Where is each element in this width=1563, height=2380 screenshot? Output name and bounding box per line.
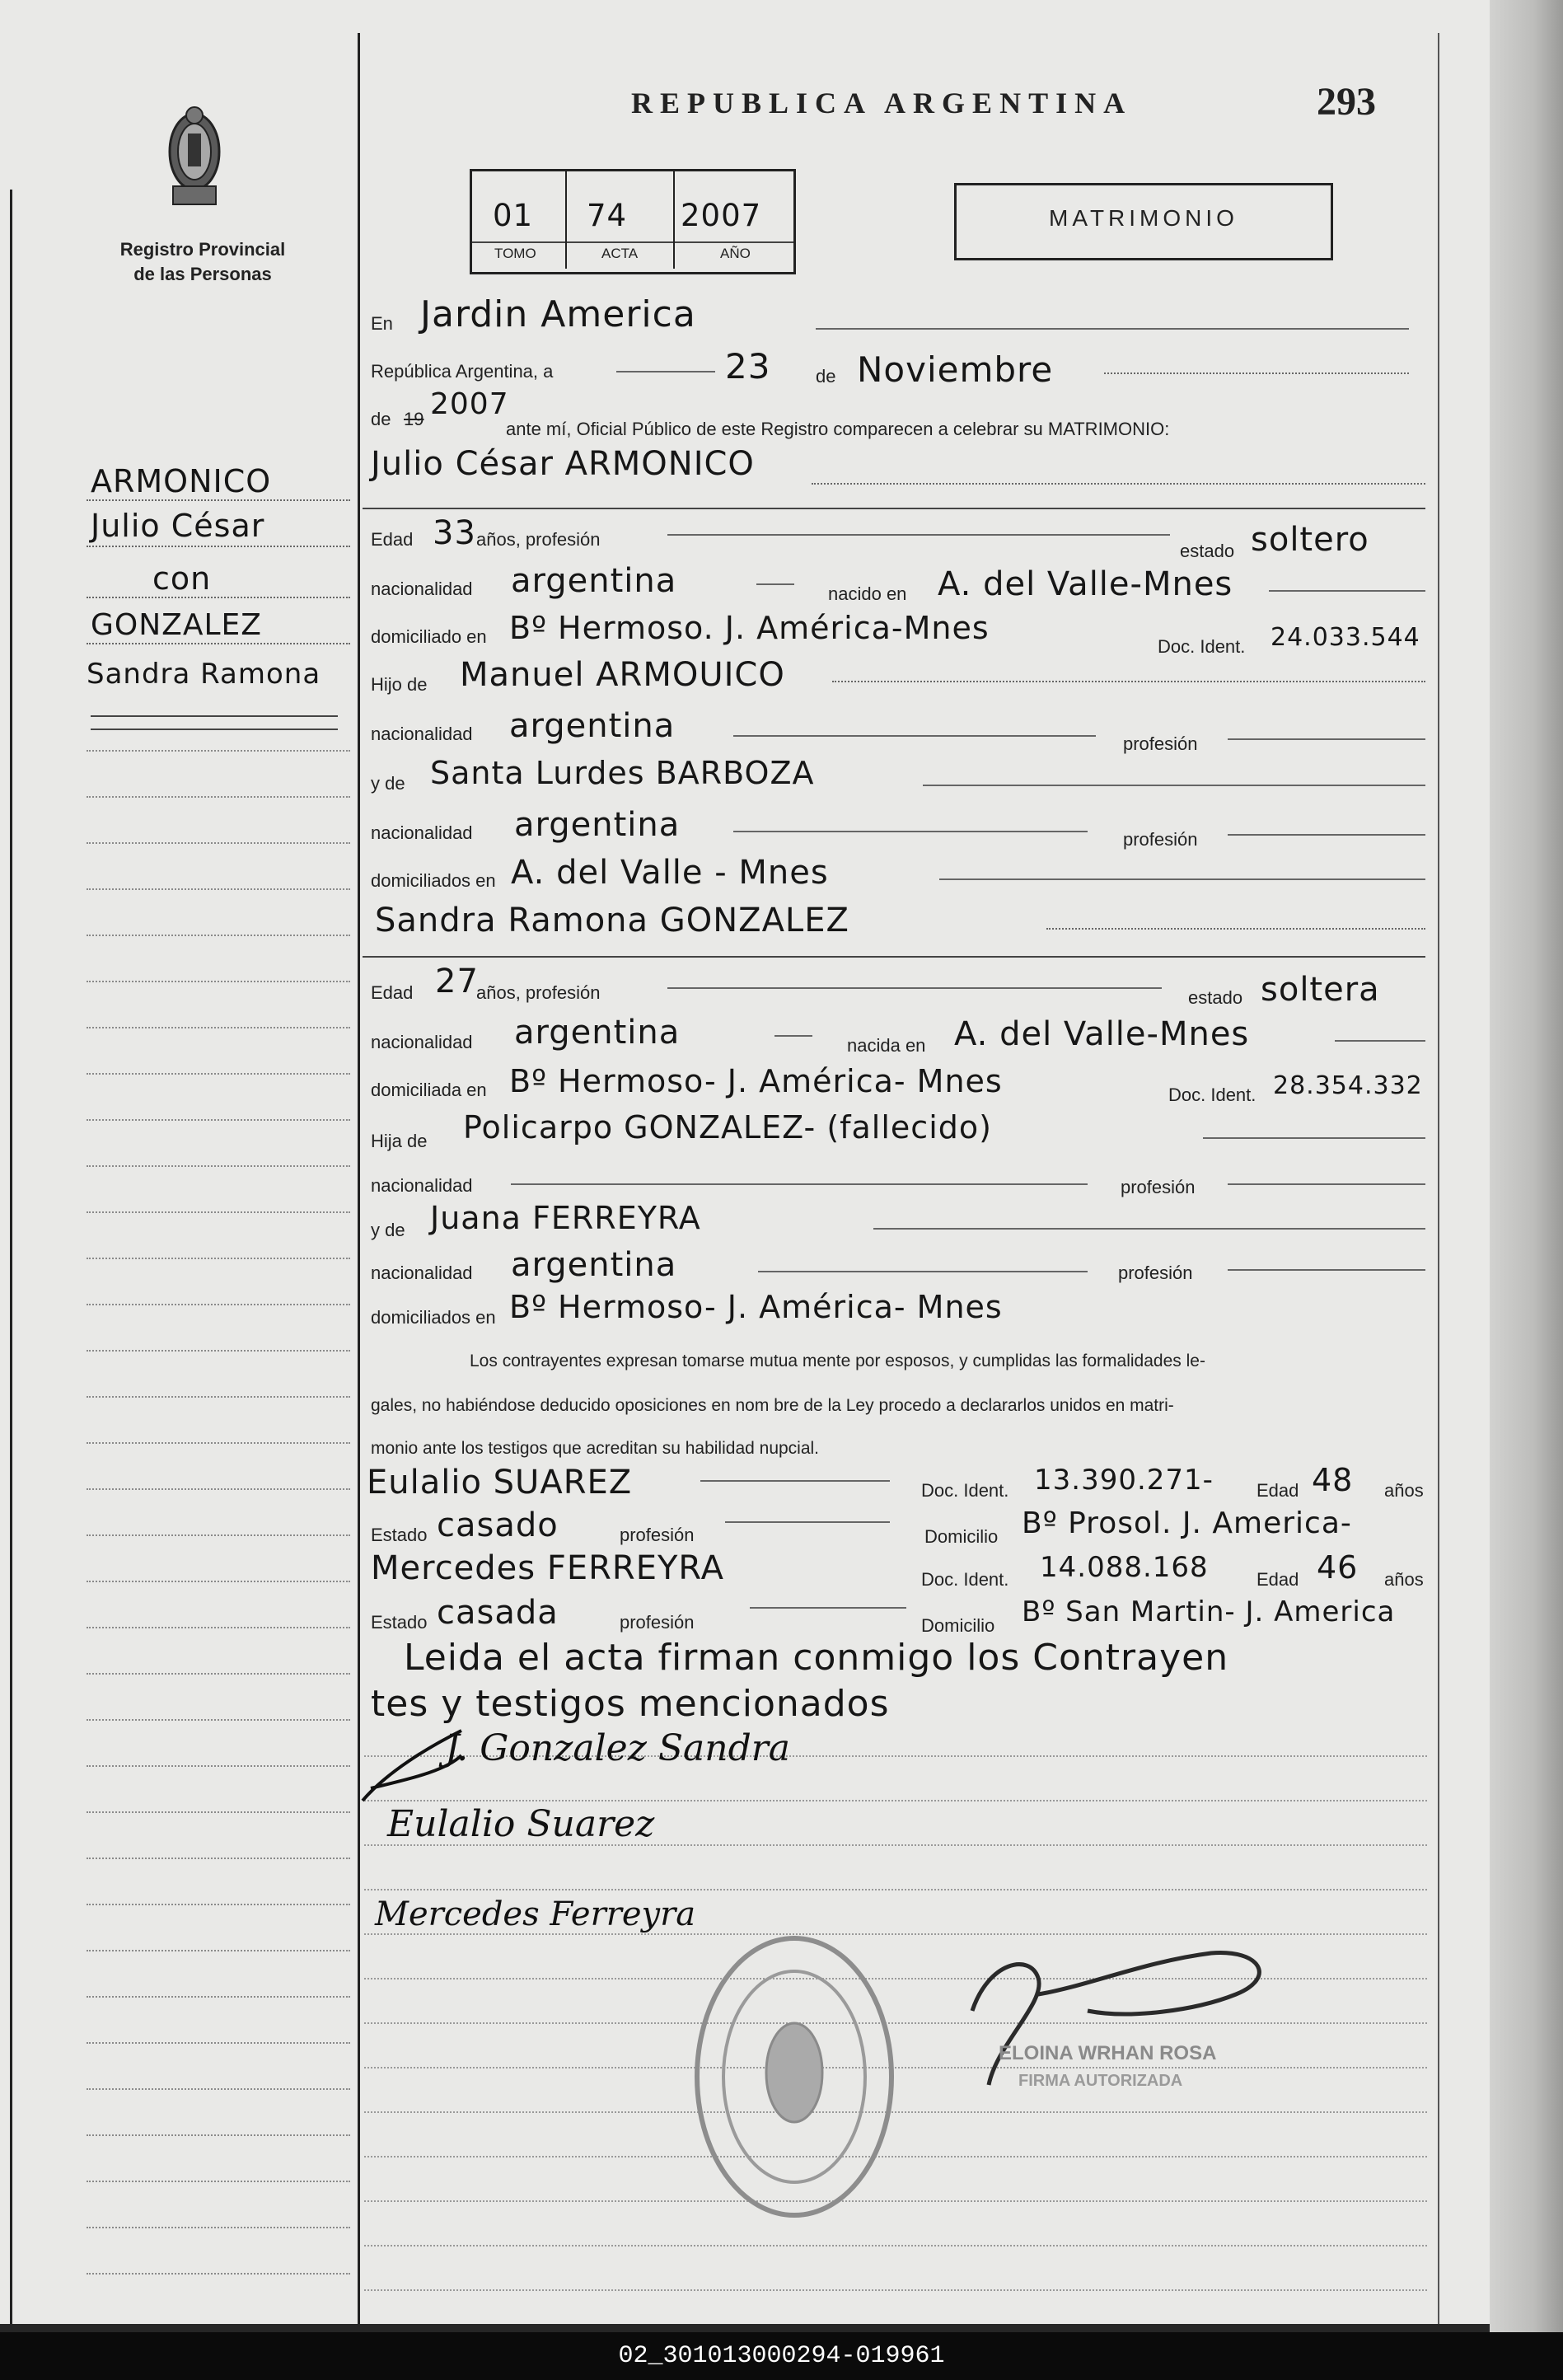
groom-mother-nat-label: nacionalidad <box>371 822 473 843</box>
margin-note-line5: Sandra Ramona <box>87 658 321 691</box>
bride-father-nat-label: nacionalidad <box>371 1175 473 1196</box>
witness1-name: Eulalio SUAREZ <box>367 1464 633 1502</box>
margin-ruled-line <box>87 1165 350 1167</box>
margin-ruled-line <box>87 750 350 752</box>
official-title: FIRMA AUTORIZADA <box>1018 2072 1183 2090</box>
margin-ruled-line <box>87 1073 350 1075</box>
left-border-rule <box>10 190 12 2324</box>
bride-age: 27 <box>435 963 479 1000</box>
groom-domiciliado-label: domiciliado en <box>371 626 487 647</box>
bride-edad-label: Edad <box>371 982 414 1003</box>
margin-ruled-line <box>87 2181 350 2182</box>
margin-ruled-line <box>87 1119 350 1121</box>
witness2-doc: 14.088.168 <box>1040 1551 1209 1584</box>
margin-ruled-line <box>87 935 350 936</box>
bride-estado-label: estado <box>1188 987 1243 1008</box>
groom-estado: soltero <box>1251 521 1369 559</box>
witness1-estado-label: Estado <box>371 1525 428 1545</box>
ano-label: AÑO <box>720 246 751 261</box>
bride-nacionalidad-label: nacionalidad <box>371 1032 473 1052</box>
bride-doc: 28.354.332 <box>1273 1071 1423 1100</box>
bride-name: Sandra Ramona GONZALEZ <box>375 902 849 939</box>
groom-father-nat: argentina <box>509 707 676 745</box>
witness1-domicilio-label: Domicilio <box>924 1526 999 1547</box>
bride-parents-address: Bº Hermoso- J. América- Mnes <box>509 1289 1003 1325</box>
acta-label: ACTA <box>601 246 639 261</box>
year: 2007 <box>430 387 509 421</box>
groom-hijo-label: Hijo de <box>371 674 428 695</box>
witness2-edad-label: Edad <box>1256 1569 1299 1590</box>
bride-nacida-label: nacida en <box>847 1035 926 1056</box>
margin-ruled-line <box>87 796 350 798</box>
groom-edad-label: Edad <box>371 529 414 550</box>
margin-ruled-line <box>87 1765 350 1767</box>
witness1-domicilio: Bº Prosol. J. America- <box>1022 1506 1352 1540</box>
declaration-line3: monio ante los testigos que acreditan su habilidad nupcial. <box>371 1439 820 1458</box>
year-strike: 19 <box>404 409 424 429</box>
tomo-value: 01 <box>493 198 534 233</box>
margin-ruled-line <box>87 1673 350 1675</box>
witness2-domicilio: Bº San Martin- J. America <box>1022 1595 1396 1628</box>
bride-birthplace: A. del Valle-Mnes <box>954 1015 1250 1053</box>
margin-ruled-line <box>87 1534 350 1536</box>
book-edge <box>1490 0 1563 2332</box>
witness2-estado: casada <box>437 1594 559 1632</box>
groom-estado-label: estado <box>1180 541 1235 561</box>
bride-mother: Juana FERREYRA <box>430 1200 701 1236</box>
ano-value: 2007 <box>681 198 762 233</box>
bride-yde-label: y de <box>371 1220 405 1240</box>
groom-mother-nat: argentina <box>514 806 681 844</box>
groom-age: 33 <box>433 514 476 552</box>
witness1-doc: 13.390.271- <box>1034 1464 1214 1497</box>
margin-note-line3: con <box>152 560 212 597</box>
witness2-age: 46 <box>1317 1549 1359 1586</box>
margin-ruled-line <box>87 1304 350 1305</box>
body-ruled-line <box>364 2289 1427 2291</box>
groom-father-nat-label: nacionalidad <box>371 724 473 744</box>
groom-father: Manuel ARMOUICO <box>460 656 785 694</box>
day: 23 <box>725 346 771 387</box>
witness1-doc-label: Doc. Ident. <box>921 1480 1009 1501</box>
witness1-edad-label: Edad <box>1256 1480 1299 1501</box>
witness2-anos-label: años <box>1384 1569 1424 1590</box>
margin-ruled-line <box>87 1627 350 1628</box>
bride-parents-dom-label: domiciliados en <box>371 1307 496 1328</box>
place: Jardin America <box>420 293 696 335</box>
groom-anos-profesion: años, profesión <box>476 529 601 550</box>
groom-mother: Santa Lurdes BARBOZA <box>430 755 815 791</box>
witness2-name: Mercedes FERREYRA <box>371 1549 724 1587</box>
body-ruled-line <box>364 1800 1427 1801</box>
registry-name-line1: Registro Provincial <box>119 239 286 260</box>
margin-ruled-line <box>87 2227 350 2228</box>
right-border-rule <box>1438 33 1439 2324</box>
margin-ruled-line <box>87 1488 350 1490</box>
margin-ruled-line <box>87 1211 350 1213</box>
acta-value: 74 <box>587 198 628 233</box>
en-label: En <box>371 313 393 334</box>
official-seal-icon <box>687 1928 901 2225</box>
margin-ruled-line <box>87 1858 350 1859</box>
groom-parents-dom-label: domiciliados en <box>371 870 496 891</box>
groom-parents-address: A. del Valle - Mnes <box>511 854 829 892</box>
margin-ruled-line <box>87 1811 350 1813</box>
body-ruled-line <box>364 1889 1427 1890</box>
margin-ruled-line <box>87 1442 350 1444</box>
groom-mother-prof-label: profesión <box>1123 829 1198 850</box>
country-title: REPUBLICA ARGENTINA <box>631 87 1133 119</box>
bride-mother-nat-label: nacionalidad <box>371 1263 473 1283</box>
margin-ruled-line <box>87 2273 350 2275</box>
margin-ruled-line <box>87 1027 350 1028</box>
bride-nationality: argentina <box>514 1014 681 1052</box>
file-id-label: 02_301013000294-019961 <box>618 2342 945 2370</box>
witness1-anos-label: años <box>1384 1480 1424 1501</box>
groom-nacido-label: nacido en <box>828 583 907 604</box>
groom-address: Bº Hermoso. J. América-Mnes <box>509 610 990 646</box>
groom-yde-label: y de <box>371 773 405 794</box>
groom-nacionalidad-label: nacionalidad <box>371 579 473 599</box>
bride-address: Bº Hermoso- J. América- Mnes <box>509 1063 1003 1099</box>
witness1-estado: casado <box>437 1506 559 1544</box>
margin-ruled-line <box>87 888 350 890</box>
bride-estado: soltera <box>1261 971 1380 1009</box>
closing-line1: Leida el acta firman conmigo los Contrayen <box>404 1637 1229 1679</box>
signature-witness2: Mercedes Ferreyra <box>375 1895 696 1933</box>
intro-sentence: ante mí, Oficial Público de este Registro comparecen a celebrar su MATRIMONIO: <box>506 419 1170 439</box>
margin-divider-rule <box>358 33 360 2324</box>
bride-anos-profesion: años, profesión <box>476 982 601 1003</box>
margin-ruled-line <box>87 1258 350 1259</box>
bride-father: Policarpo GONZALEZ- (fallecido) <box>463 1109 992 1145</box>
margin-ruled-line <box>87 1904 350 1905</box>
de-pre-label: de <box>371 409 391 429</box>
groom-nationality: argentina <box>511 562 677 600</box>
margin-ruled-line <box>87 2134 350 2136</box>
margin-ruled-line <box>87 2042 350 2044</box>
margin-ruled-line <box>87 1396 350 1398</box>
page-number: 293 <box>1317 80 1376 124</box>
official-name: ELOINA WRHAN ROSA <box>999 2042 1217 2064</box>
de-label: de <box>816 366 836 387</box>
tomo-label: TOMO <box>494 246 536 261</box>
signature-bride: J. Gonzalez Sandra <box>445 1727 791 1769</box>
registry-name-line2: de las Personas <box>133 264 272 284</box>
bride-domiciliada-label: domiciliada en <box>371 1080 487 1100</box>
margin-ruled-line <box>87 842 350 844</box>
closing-line2: tes y testigos mencionados <box>371 1683 890 1725</box>
signature-witness1: Eulalio Suarez <box>387 1803 655 1845</box>
groom-birthplace: A. del Valle-Mnes <box>938 565 1233 603</box>
margin-note-line2: Julio César <box>91 508 265 544</box>
record-type: MATRIMONIO <box>1049 205 1238 231</box>
groom-name: Julio César ARMONICO <box>371 445 755 483</box>
declaration-line1: Los contrayentes expresan tomarse mutua mente por esposos, y cumplidas las formalidades le- <box>470 1352 1205 1370</box>
signature-flourish-icon <box>354 1722 470 1813</box>
groom-doc: 24.033.544 <box>1271 623 1420 652</box>
witness2-domicilio-label: Domicilio <box>921 1615 995 1636</box>
bride-mother-nat: argentina <box>511 1246 677 1284</box>
margin-ruled-line <box>87 1581 350 1582</box>
bride-hija-label: Hija de <box>371 1131 428 1151</box>
bride-mother-prof-label: profesión <box>1118 1263 1193 1283</box>
margin-ruled-line <box>87 1996 350 1998</box>
margin-note-line4: GONZALEZ <box>91 608 262 642</box>
margin-ruled-line <box>87 1719 350 1721</box>
witness1-age: 48 <box>1312 1462 1354 1498</box>
groom-doc-label: Doc. Ident. <box>1158 636 1246 657</box>
margin-ruled-line <box>87 1950 350 1951</box>
witness2-profesion-label: profesión <box>620 1612 695 1633</box>
margin-ruled-line <box>87 981 350 982</box>
margin-ruled-line <box>87 2088 350 2090</box>
bride-doc-label: Doc. Ident. <box>1168 1085 1256 1105</box>
witness2-estado-label: Estado <box>371 1612 428 1633</box>
margin-ruled-line <box>87 1350 350 1352</box>
witness2-doc-label: Doc. Ident. <box>921 1569 1009 1590</box>
witness1-profesion-label: profesión <box>620 1525 695 1545</box>
body-ruled-line <box>364 2245 1427 2246</box>
groom-father-prof-label: profesión <box>1123 733 1198 754</box>
declaration-line2: gales, no habiéndose deducido oposiciones en nom bre de la Ley procedo a declararlos unidos en matri- <box>371 1396 1174 1415</box>
republica-label: República Argentina, a <box>371 361 554 382</box>
month: Noviembre <box>857 349 1054 390</box>
margin-note-line1: ARMONICO <box>91 463 272 499</box>
coat-of-arms-icon <box>163 101 226 216</box>
bride-father-prof-label: profesión <box>1121 1177 1196 1197</box>
